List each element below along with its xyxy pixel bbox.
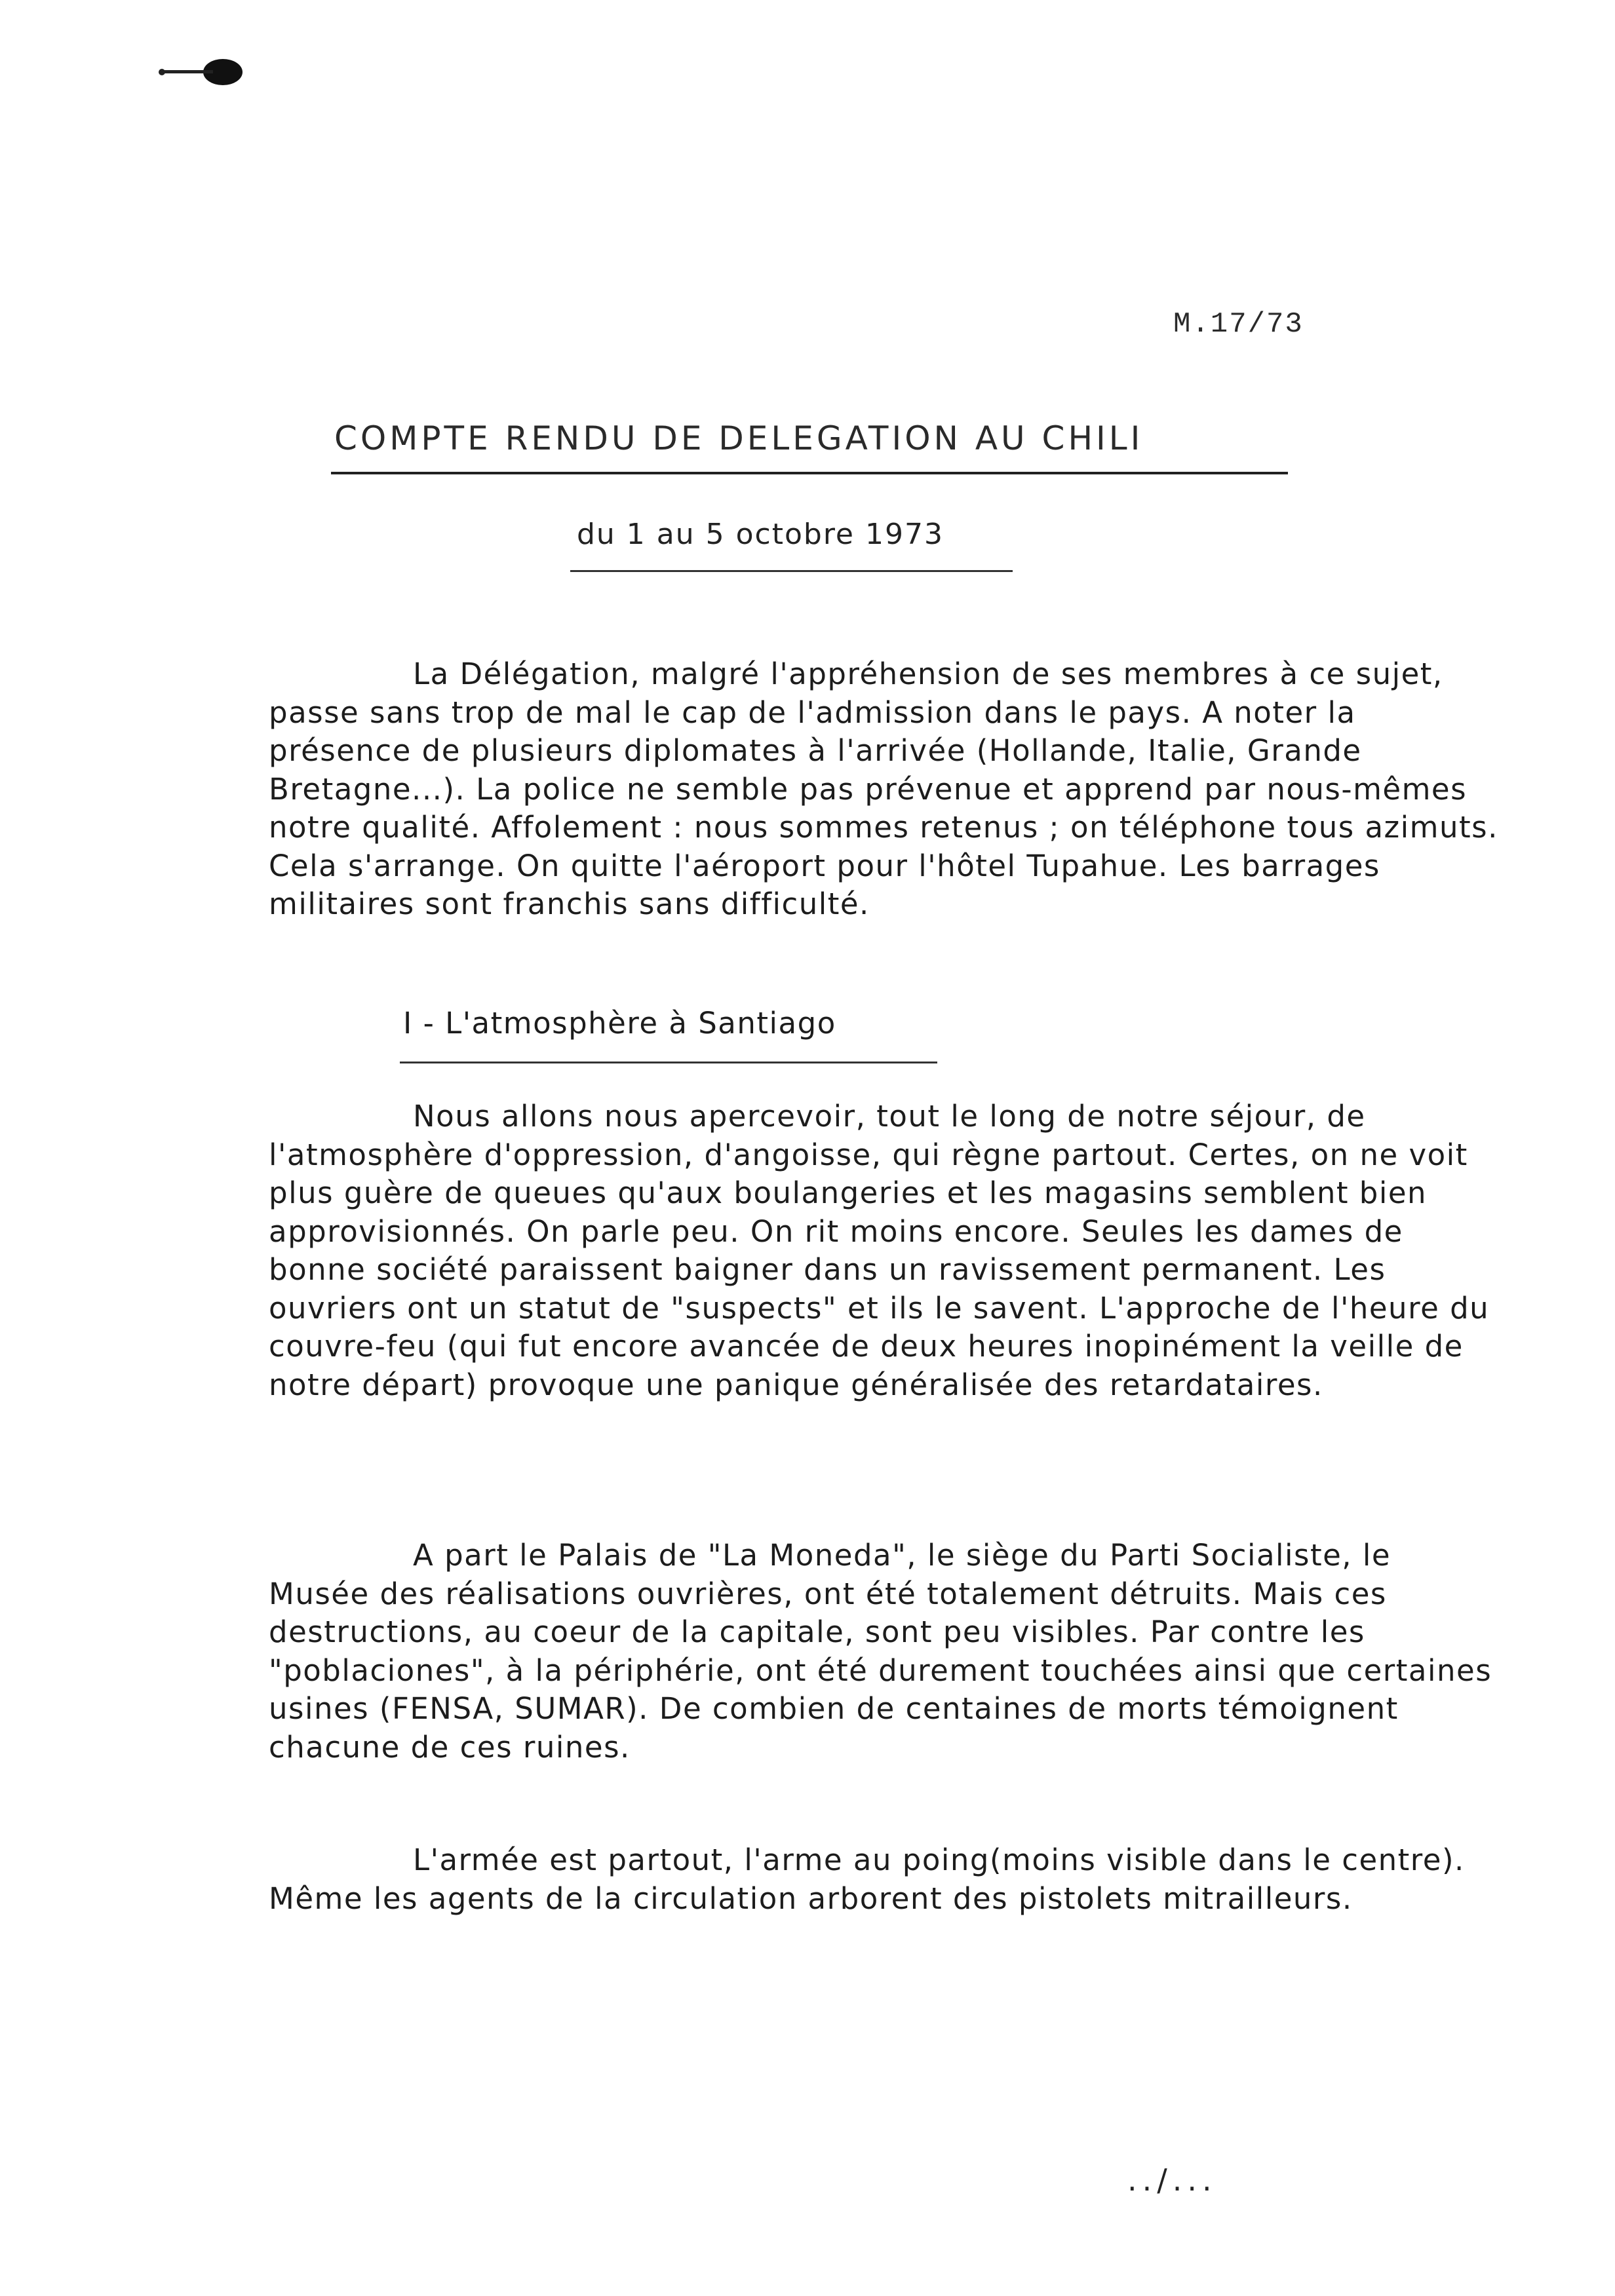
section-heading: I - L'atmosphère à Santiago [403, 1006, 836, 1041]
section-paragraph-1-text: Nous allons nous apercevoir, tout le long de notre séjour, de l'atmosphère d'oppression, d'angoisse, qui règne partout. Certes, on ne voit plus guère de queues qu'aux boulangeries et les magasins semblent bien approvisionnés. On parle peu. On rit moins encore. Seules les dames de bonne société paraissent baigner dans un ravissement permanent. Les ouvriers ont un statut de "suspects" et ils le savent. L'approche de l'heure du couvre-feu (qui fut encore avancée de deux heures inopinément la veille de notre départ) provoque une panique généralisée des retardataires. [269, 1099, 1490, 1402]
document-title: COMPTE RENDU DE DELEGATION AU CHILI [334, 419, 1144, 457]
section-paragraph-1 [269, 1098, 1501, 1404]
continued-marker: ../... [1127, 2162, 1217, 2198]
section-underline [400, 1062, 937, 1063]
document-subtitle: du 1 au 5 octobre 1973 [577, 518, 944, 551]
section-paragraph-2-text: A part le Palais de "La Moneda", le siège du Parti Socialiste, le Musée des réalisations ouvrières, ont été totalement détruits. Mais ces destructions, au coeur de la capitale, sont peu visibles. Par contre les "poblaciones", à la périphérie, ont été durement touchées ainsi que certaines usines (FENSA, SUMAR). De combien de centaines de morts témoignent chacune de ces ruines. [269, 1538, 1492, 1765]
document-reference: M.17/73 [1173, 308, 1304, 341]
ink-blot-mark [154, 56, 252, 88]
title-underline [331, 472, 1288, 474]
subtitle-underline [570, 570, 1013, 572]
section-paragraph-3-text: L'armée est partout, l'arme au poing(moins visible dans le centre). Même les agents de la circulation arborent des pistolets mitrailleurs. [269, 1843, 1465, 1916]
intro-paragraph [269, 655, 1501, 924]
section-paragraph-3 [269, 1841, 1501, 1918]
intro-paragraph-text: La Délégation, malgré l'appréhension de ses membres à ce sujet, passe sans trop de mal le cap de l'admission dans le pays. A noter la présence de plusieurs diplomates à l'arrivée (Hollande, Italie, Grande Bretagne...). La police ne semble pas prévenue et apprend par nous-mêmes notre qualité. Affolement : nous sommes retenus ; on téléphone tous azimuts. Cela s'arrange. On quitte l'aéroport pour l'hôtel Tupahue. Les barrages militaires sont franchis sans difficulté. [269, 657, 1498, 921]
section-paragraph-2 [269, 1537, 1501, 1767]
